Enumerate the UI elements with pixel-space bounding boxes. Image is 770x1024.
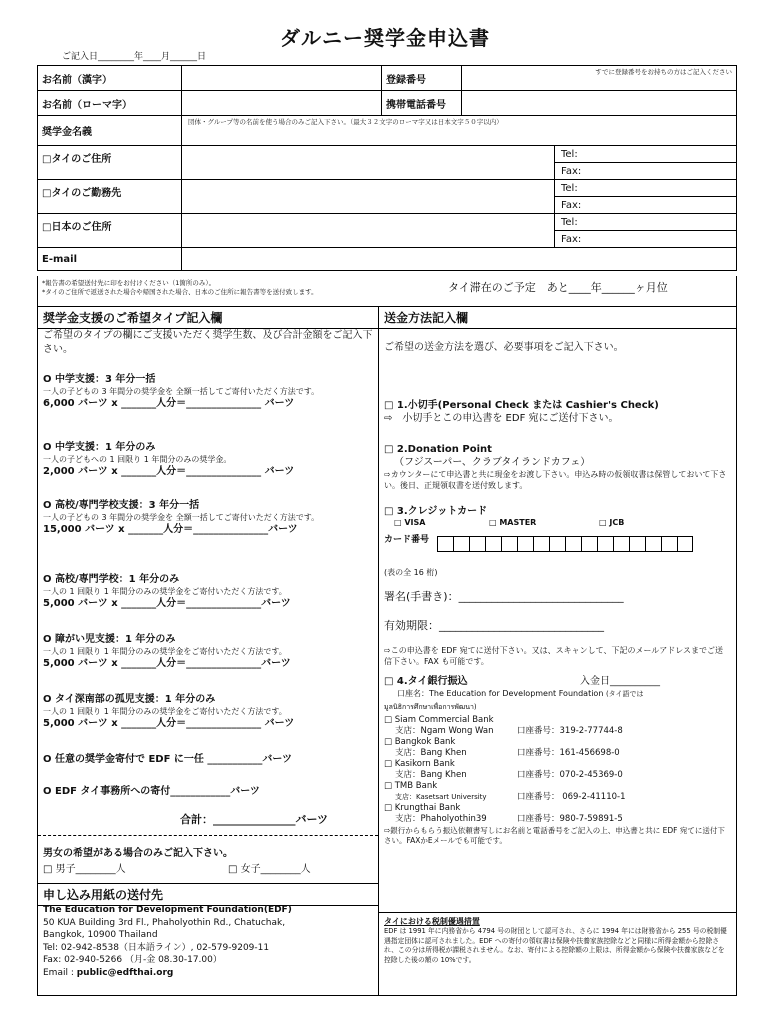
item-desc: 一人の 1 回限り 1 年間分のみの奨学金をご寄付いただく方法です。 xyxy=(43,587,287,596)
label-email: E-mail xyxy=(38,248,182,270)
item-desc: 一人の 1 回限り 1 年間分のみの奨学金をご寄付いただく方法です。 xyxy=(43,707,287,716)
card-visa[interactable]: □ VISA xyxy=(394,518,426,527)
send-to-address xyxy=(38,904,378,979)
address-line-1: 50 KUA Building 3rd Fl., Phaholyothin Rd., Chatuchak, xyxy=(43,917,286,928)
method-dp-title[interactable]: □ 2.Donation Point xyxy=(384,444,492,455)
row-addr-japan xyxy=(38,214,736,248)
item-desc: 一人の子どもの 3 年間分の奨学金を 全額一括してご寄付いただく方法です。 xyxy=(43,387,320,396)
item-title: O タイ深南部の孤児支援：1 年分のみ xyxy=(43,694,216,705)
item-calc[interactable]: 15,000 バーツ x _______人分＝_______________バーツ xyxy=(43,524,298,535)
office-email-row xyxy=(43,967,373,980)
card-digit-box[interactable] xyxy=(549,536,565,552)
telfax-addr-japan xyxy=(555,214,736,247)
item-calc[interactable]: 5,000 バーツ x _______人分＝_______________ バーツ xyxy=(43,718,295,729)
item-title: O 高校/専門学校支援：3 年分一括 xyxy=(43,500,200,511)
card-jcb[interactable]: □ JCB xyxy=(599,518,625,527)
fax-addr-japan[interactable]: Fax: xyxy=(561,233,582,245)
tel-addr-thai[interactable]: Tel: xyxy=(555,146,736,163)
tel-work-thai[interactable]: Tel: xyxy=(555,180,736,197)
card-note: (表の全 16 桁) xyxy=(384,568,438,577)
bank-item xyxy=(379,759,736,781)
telfax-work-thai xyxy=(555,180,736,213)
email-label: Email : xyxy=(43,967,77,978)
item-desc: 一人の子どもの 3 年間分の奨学金を 全額一括してご寄付いただく方法です。 xyxy=(43,513,320,522)
bank-item xyxy=(379,715,736,737)
office-tel: Tel: 02-942-8538（日本語ライン）, 02-579-9209-11 xyxy=(43,942,270,953)
card-digit-box[interactable] xyxy=(661,536,677,552)
free-donation[interactable]: O 任意の奨学金寄付で EDF に一任 ___________バーツ xyxy=(43,754,292,765)
input-scholarship-name[interactable] xyxy=(182,116,736,145)
applicant-form xyxy=(37,65,737,271)
support-intro: ご希望のタイプの欄にご支援いただく奨学生数、及び合計金額をご記入下さい。 xyxy=(43,330,373,355)
item-title: O 中学支援：1 年分のみ xyxy=(43,442,156,453)
bank-note: ⇨銀行からもらう振込依頼書写しにお名前と電話番号をご記入の上、申込書と共に EDF 宛てに送付下さい。FAXかEメールでも可能です。 xyxy=(384,826,725,845)
label-work-thai[interactable]: □タイのご勤務先 xyxy=(38,180,182,213)
payment-header: 送金方法記入欄 xyxy=(379,307,736,329)
gender-title: 男女の希望がある場合のみご記入下さい。 xyxy=(43,848,233,859)
card-digit-box[interactable] xyxy=(597,536,613,552)
stay-plan[interactable]: タイ滞在のご予定 あと____年______ヶ月位 xyxy=(448,281,668,294)
card-digit-box[interactable] xyxy=(565,536,581,552)
label-reg-no: 登録番号 xyxy=(382,66,462,90)
office-email[interactable]: public@edfthai.org xyxy=(76,967,174,978)
method-check-title[interactable]: □ 1.小切手(Personal Check または Cashier's Check) xyxy=(384,400,659,411)
main-columns xyxy=(37,306,737,996)
bank-name[interactable]: □ Kasikorn Bank xyxy=(384,759,455,769)
card-digit-box[interactable] xyxy=(453,536,469,552)
card-digit-box[interactable] xyxy=(517,536,533,552)
bank-branch: 支店：Kasetsart University xyxy=(395,793,487,801)
method-check xyxy=(379,399,736,425)
support-item-6[interactable] xyxy=(38,693,378,730)
method-bank-title[interactable]: □ 4.タイ銀行振込 xyxy=(384,676,468,687)
tax-text: EDF は 1991 年に内務省から 4794 号の財団として認可され、さらに 1994 年には財務省から 255 号の税制優遇指定団体に認可されました。EDF への寄付の領収書は保険や扶養家族控除などと同様に所得金額から控除され、この分は所得税が課税されません。なお、寄付による控除額の上限は、所得金額から保険や扶養家族などを控除した後の額の 10%です。 xyxy=(384,927,727,964)
total-amount[interactable]: 合計：_______________バーツ xyxy=(180,813,329,826)
item-desc: 一人の子どもへの 1 回限り 1 年間分のみの奨学金。 xyxy=(43,455,232,464)
input-work-thai[interactable] xyxy=(182,180,555,213)
bank-item xyxy=(379,803,736,825)
boy-count[interactable]: □ 男子________人 xyxy=(43,864,126,875)
input-email[interactable] xyxy=(182,248,736,270)
label-addr-japan[interactable]: □日本のご住所 xyxy=(38,214,182,247)
card-number-label: カード番号 xyxy=(384,534,430,545)
fax-addr-thai[interactable]: Fax: xyxy=(561,165,582,177)
method-credit-card xyxy=(379,505,736,552)
tax-info xyxy=(379,912,736,965)
method-dp-sub: （フジスーパー、クラブタイランドカフェ） xyxy=(394,457,591,468)
bank-name[interactable]: □ Siam Commercial Bank xyxy=(384,715,494,725)
method-donation-point xyxy=(379,443,736,491)
row-addr-thai xyxy=(38,146,736,180)
bank-name[interactable]: □ Bangkok Bank xyxy=(384,737,456,747)
bank-branch: 支店：Bang Khen xyxy=(395,770,467,780)
office-fax: Fax: 02-940-5266 （月-金 08.30-17.00） xyxy=(43,955,222,965)
item-title: O 中学支援：3 年分一括 xyxy=(43,374,156,385)
row-name-roman xyxy=(38,91,736,116)
tax-title: タイにおける税制優遇措置 xyxy=(384,917,480,926)
method-bank-transfer xyxy=(379,675,736,846)
fax-work-thai[interactable]: Fax: xyxy=(561,199,582,211)
account-name-note: (タイ語では xyxy=(605,690,644,698)
dashed-divider xyxy=(38,835,378,836)
row-scholarship-name xyxy=(38,116,736,146)
tel-addr-japan[interactable]: Tel: xyxy=(555,214,736,231)
label-name-kanji: お名前（漢字） xyxy=(38,66,182,90)
bank-account: 口座番号：980-7-59891-5 xyxy=(517,814,623,824)
support-item-3[interactable] xyxy=(38,499,378,536)
card-digit-box[interactable] xyxy=(677,536,693,552)
method-cc-title[interactable]: □ 3.クレジットカード xyxy=(384,506,488,517)
gender-row xyxy=(38,860,378,875)
bank-name[interactable]: □ Krungthai Bank xyxy=(384,803,461,813)
payment-intro: ご希望の送金方法を選び、必要事項をご記入下さい。 xyxy=(384,342,624,353)
bank-item xyxy=(379,781,736,803)
input-addr-thai[interactable] xyxy=(182,146,555,179)
label-mobile: 携帯電話番号 xyxy=(382,91,462,115)
support-item-4[interactable] xyxy=(38,573,378,610)
thai-account-name: มูลนิธิการศึกษาเพื่อการพัฒนา) xyxy=(384,703,477,711)
input-mobile[interactable] xyxy=(462,91,736,115)
bank-branch: 支店：Phaholyothin39 xyxy=(395,814,487,824)
expiry-field[interactable]: 有効期限：______________________________ xyxy=(384,619,604,632)
card-digit-box[interactable] xyxy=(437,536,453,552)
support-type-column xyxy=(38,307,379,995)
bank-name[interactable]: □ TMB Bank xyxy=(384,781,438,791)
card-digit-box[interactable] xyxy=(469,536,485,552)
label-name-roman: お名前（ローマ字） xyxy=(38,91,182,115)
row-email xyxy=(38,248,736,270)
method-dp-desc: ⇨カウンターにて申込書と共に現金をお渡し下さい。申込み時の仮領収書は保管しておいて下さい。後日、正規領収書を送付致します。 xyxy=(384,470,727,490)
card-digit-box[interactable] xyxy=(645,536,661,552)
support-type-header: 奨学金支援のご希望タイプ記入欄 xyxy=(38,307,378,329)
input-addr-japan[interactable] xyxy=(182,214,555,247)
label-scholarship-name: 奨学金名義 xyxy=(38,116,182,145)
bank-account: 口座番号：319-2-77744-8 xyxy=(517,726,623,736)
telfax-addr-thai xyxy=(555,146,736,179)
scholarship-hint: 団体・グループ等の名前を使う場合のみご記入下さい。（最大３２文字のローマ字又は日本文字５０字以内） xyxy=(188,118,503,126)
payment-method-column xyxy=(379,307,736,995)
scan-note: ⇨この申込書を EDF 宛てに送付下さい。又は、スキャンして、下記のメールアドレスまでご送信下さい。FAX も可能です。 xyxy=(384,646,724,666)
item-calc[interactable]: 5,000 バーツ x _______人分＝_______________バーツ xyxy=(43,658,291,669)
send-to-header: 申し込み用紙の送付先 xyxy=(38,883,378,906)
item-calc[interactable]: 2,000 バーツ x _______人分＝_______________ バーツ xyxy=(43,466,295,477)
signature-field[interactable]: 署名(手書き)：______________________________ xyxy=(384,590,624,603)
bank-item xyxy=(379,737,736,759)
account-name: 口座名：The Education for Development Foundation xyxy=(397,689,604,698)
input-name-kanji[interactable] xyxy=(182,66,382,90)
row-work-thai xyxy=(38,180,736,214)
bank-branch: 支店：Ngam Wong Wan xyxy=(395,726,494,736)
deposit-date[interactable]: 入金日__________ xyxy=(580,676,660,687)
page-title: ダルニー奨学金申込書 xyxy=(280,26,490,50)
input-name-roman[interactable] xyxy=(182,91,382,115)
reg-no-hint: すでに登録番号をお持ちの方はご記入ください xyxy=(595,68,732,76)
office-donation[interactable]: O EDF タイ事務所への寄付____________バーツ xyxy=(43,786,260,797)
card-digit-box[interactable] xyxy=(485,536,501,552)
date-line[interactable]: ご記入日________年____月______日 xyxy=(62,52,207,62)
girl-count[interactable]: □ 女子________人 xyxy=(228,864,311,875)
row-name-kanji xyxy=(38,66,736,91)
bank-account: 口座番号：070-2-45369-0 xyxy=(517,770,623,780)
address-line-2: Bangkok, 10900 Thailand xyxy=(43,930,158,940)
org-name: The Education for Development Foundation(EDF) xyxy=(43,905,292,915)
method-check-desc: ⇨ 小切手とこの申込書を EDF 宛にご送付下さい。 xyxy=(384,413,619,424)
card-digit-box[interactable] xyxy=(613,536,629,552)
card-master[interactable]: □ MASTER xyxy=(489,518,537,527)
bank-branch: 支店：Bang Khen xyxy=(395,748,467,758)
input-reg-no[interactable] xyxy=(462,66,736,90)
label-addr-thai[interactable]: □タイのご住所 xyxy=(38,146,182,179)
note-line-2: *タイのご住所で返送された場合や帰国された場合、日本のご住所に報告書等を送付致します。 xyxy=(42,288,318,296)
card-digit-box[interactable] xyxy=(581,536,597,552)
item-desc: 一人の 1 回限り 1 年間分のみの奨学金をご寄付いただく方法です。 xyxy=(43,647,287,656)
bank-account: 口座番号： 069-2-41110-1 xyxy=(517,792,626,802)
support-item-1[interactable] xyxy=(38,373,378,410)
card-digit-box[interactable] xyxy=(533,536,549,552)
item-calc[interactable]: 5,000 バーツ x _______人分＝_______________バーツ xyxy=(43,598,291,609)
bank-account: 口座番号：161-456698-0 xyxy=(517,748,620,758)
card-digit-box[interactable] xyxy=(629,536,645,552)
card-digit-box[interactable] xyxy=(501,536,517,552)
item-title: O 障がい児支援：1 年分のみ xyxy=(43,634,176,645)
note-line-1: *報告書の希望送付先に印をお付けください（1箇所のみ）。 xyxy=(42,279,216,287)
item-calc[interactable]: 6,000 バーツ x _______人分＝_______________ バーツ xyxy=(43,398,295,409)
bank-list xyxy=(379,715,736,825)
notes-row xyxy=(37,276,737,306)
support-item-2[interactable] xyxy=(38,441,378,478)
support-item-5[interactable] xyxy=(38,633,378,670)
card-number-input[interactable] xyxy=(437,536,693,552)
item-title: O 高校/専門学校：1 年分のみ xyxy=(43,574,180,585)
